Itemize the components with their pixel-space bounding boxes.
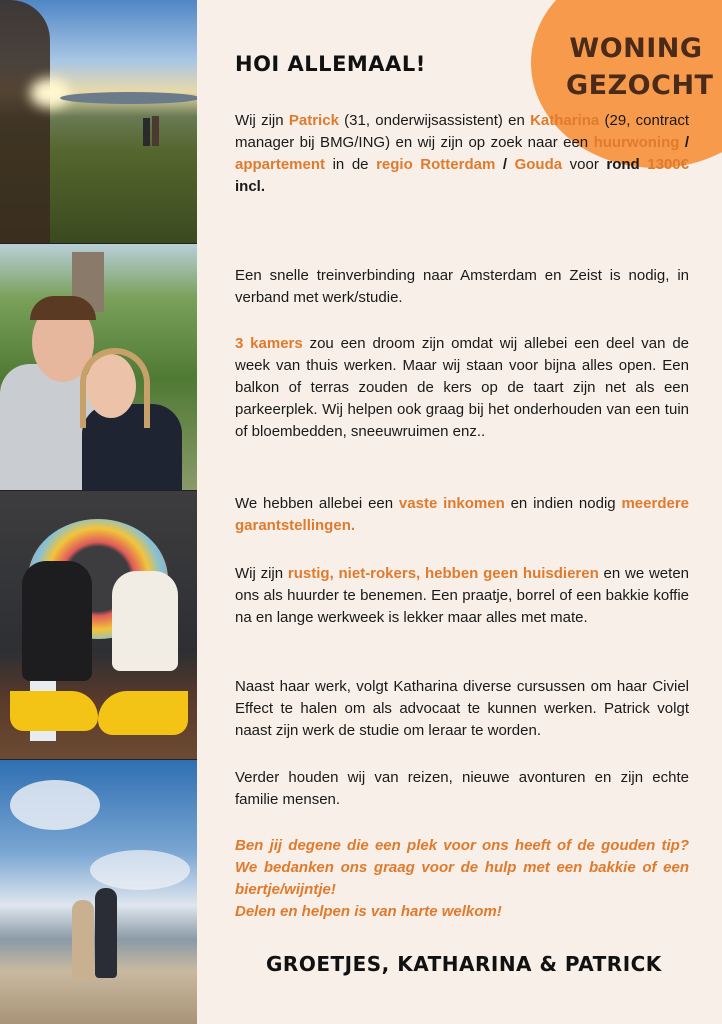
text: (31, onderwijsassistent) en bbox=[338, 112, 531, 129]
photo-landscape-couple bbox=[0, 0, 197, 243]
income-paragraph bbox=[235, 493, 689, 537]
closing-paragraph bbox=[235, 835, 689, 923]
text: / bbox=[679, 134, 689, 151]
signoff: GROETJES, KATHARINA & PATRICK bbox=[266, 952, 662, 976]
text: / bbox=[495, 156, 515, 173]
intro-paragraph bbox=[235, 110, 689, 198]
text: en indien nodig bbox=[504, 495, 622, 512]
greeting-heading: HOI ALLEMAAL! bbox=[235, 52, 426, 76]
travel-paragraph: Verder houden wij van reizen, nieuwe avonturen en zijn echte familie mensen. bbox=[235, 769, 689, 808]
rooms-paragraph bbox=[235, 333, 689, 443]
highlight-income: vaste inkomen bbox=[398, 495, 505, 512]
text: in de bbox=[325, 156, 377, 173]
highlight-regio: regio Rotterdam bbox=[376, 156, 496, 173]
text: Wij zijn bbox=[235, 565, 288, 582]
train-paragraph: Een snelle treinverbinding naar Amsterdam en Zeist is nodig, in verband met werk/studie. bbox=[235, 267, 689, 306]
highlight-appartement: appartement bbox=[235, 156, 326, 173]
study-paragraph: Naast haar werk, volgt Katharina diverse cursussen om haar Civiel Effect te halen om als advocaat te kunnen werken. Patrick volgt naast zijn werk de studie om leraar te worden. bbox=[235, 678, 689, 739]
highlight-huurwoning: huurwoning bbox=[593, 134, 680, 151]
highlight-guarantees: meerdere garantstellingen. bbox=[235, 495, 689, 534]
badge-title bbox=[566, 30, 714, 104]
highlight-lifestyle: rustig, niet-rokers, hebben geen huisdieren bbox=[287, 565, 599, 582]
text: Wij zijn bbox=[235, 112, 289, 129]
closing-line: Ben jij degene die een plek voor ons heeft of de gouden tip? We bedanken ons graag voor de hulp met een bakkie of een biertje/wijntje! bbox=[235, 837, 689, 898]
highlight-gouda: Gouda bbox=[514, 156, 563, 173]
highlight-patrick: Patrick bbox=[288, 112, 339, 129]
bold-rond: rond bbox=[606, 156, 640, 173]
highlight-rooms: 3 kamers bbox=[235, 335, 303, 352]
badge-line-2: GEZOCHT bbox=[566, 70, 714, 101]
text: We hebben allebei een bbox=[235, 495, 399, 512]
photo-selfie-couple bbox=[0, 244, 197, 490]
highlight-katharina: Katharina bbox=[530, 112, 600, 129]
text: (29, contract manager bij BMG/ING) en wij zijn op zoek naar een bbox=[235, 112, 689, 151]
photo-beach-couple bbox=[0, 760, 197, 1024]
badge-line-1: WONING bbox=[569, 33, 703, 64]
photo-clogs-wall bbox=[0, 491, 197, 759]
photo-column bbox=[0, 0, 197, 1024]
closing-line: Delen en helpen is van harte welkom! bbox=[235, 903, 502, 920]
text: voor bbox=[562, 156, 607, 173]
lifestyle-paragraph bbox=[235, 563, 689, 629]
bold-incl: incl. bbox=[235, 178, 266, 195]
text: en we weten ons als huurder te benemen. Een praatje, borrel of een bakkie koffie na en lange werkweek is lekker maar alles met mate. bbox=[235, 565, 689, 626]
text: zou een droom zijn omdat wij allebei een deel van de week van thuis werken. Maar wij staan voor bijna alles open. Een balkon of terras zouden de kers op de taart zijn net als een parkeerplek. Wij helpen ook graag bij het onderhouden van een tuin of bloembedden, sneeuwruimen enz.. bbox=[235, 335, 689, 440]
highlight-price: 1300€ bbox=[647, 156, 689, 173]
